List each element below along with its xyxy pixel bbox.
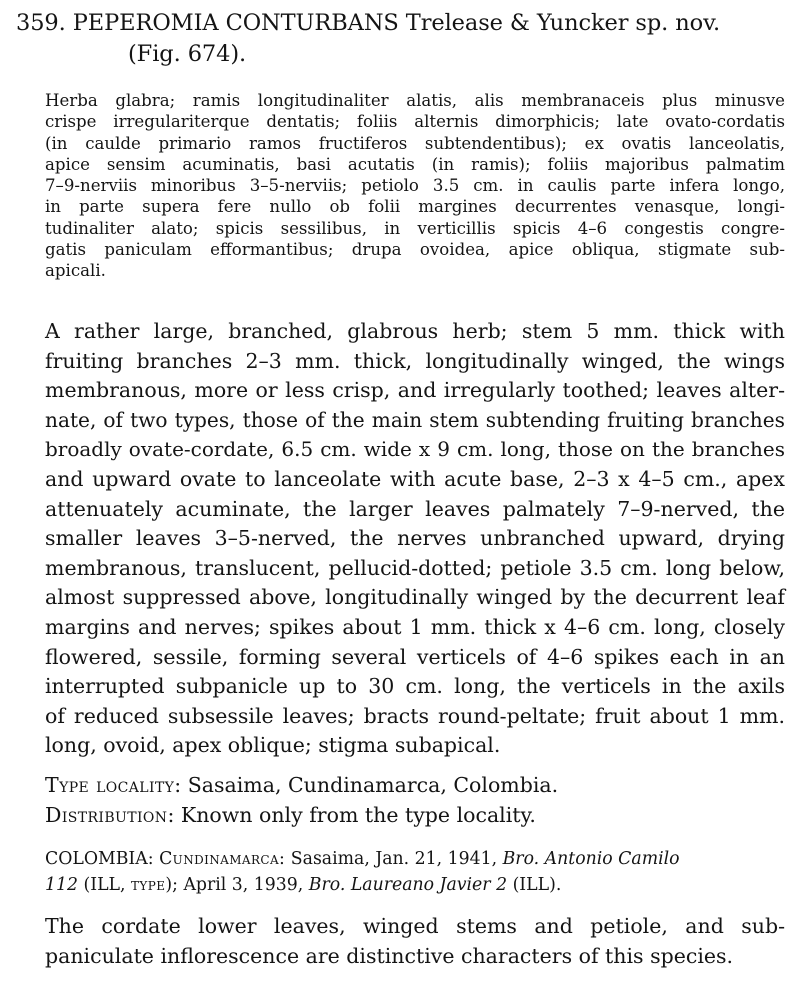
species-title xyxy=(16,8,786,70)
specimen-region: Cundinamarca: xyxy=(159,849,286,869)
specimen-country: COLOMBIA: xyxy=(45,849,154,869)
remark-line: The cordate lower leaves, winged stems and petiole, and sub- xyxy=(45,914,785,938)
locality-block xyxy=(45,770,785,830)
distribution-label: Distribution xyxy=(45,803,168,827)
description-line: membranous, more or less crisp, and irregularly toothed; leaves alter- xyxy=(45,378,785,403)
title-line-1: 359. PEPEROMIA CONTURBANS Trelease & Yuncker sp. nov. xyxy=(16,10,721,36)
latin-line: 7–9-nerviis minoribus 3–5-nerviis; petiolo 3.5 cm. in caulis parte infera longo, xyxy=(45,176,785,196)
latin-line: (in caulde primario ramos fructiferos subtendentibus); ex ovatis lanceolatis, xyxy=(45,133,785,153)
type-locality-label: Type locality xyxy=(45,773,175,797)
latin-line: tudinaliter alato; spicis sessilibus, in verticillis spicis 4–6 congestis congre- xyxy=(45,218,785,238)
description-line: flowered, sessile, forming several verticels of 4–6 spikes each in an xyxy=(45,644,785,669)
specimen-collector-2: Bro. Laureano Javier xyxy=(308,875,491,895)
latin-line: in parte supera fere nullo ob folii margines decurrentes venasque, longi- xyxy=(45,197,785,217)
description-line: broadly ovate-cordate, 6.5 cm. wide x 9 cm. long, those on the branches xyxy=(45,437,785,462)
latin-line: crispe irregulariterque dentatis; foliis alternis dimorphicis; late ovato-cordatis xyxy=(45,112,785,132)
description-line: and upward ovate to lanceolate with acute base, 2–3 x 4–5 cm., apex xyxy=(45,466,785,491)
specimen-herbarium-2: (ILL). xyxy=(512,875,562,895)
description-line: almost suppressed above, longitudinally winged by the decurrent leaf xyxy=(45,585,785,610)
description-line: fruiting branches 2–3 mm. thick, longitudinally winged, the wings xyxy=(45,348,785,373)
specimen-number-1: 112 xyxy=(45,875,78,895)
distribution: Distribution: Known only from the type locality. xyxy=(45,803,536,827)
latin-description xyxy=(45,90,785,282)
remark-line: paniculate inflorescence are distinctive characters of this species. xyxy=(45,943,734,968)
english-description xyxy=(45,317,785,761)
title-figure-reference: (Fig. 674). xyxy=(128,41,247,67)
latin-line: Herba glabra; ramis longitudinaliter alatis, alis membranaceis plus minusve xyxy=(45,91,785,110)
description-line: attenuately acuminate, the larger leaves palmately 7–9-nerved, the xyxy=(45,496,785,521)
diagnostic-remark xyxy=(45,912,785,971)
description-line: of reduced subsessile leaves; bracts round-peltate; fruit about 1 mm. xyxy=(45,703,785,728)
latin-line: apice sensim acuminatis, basi acutatis (in ramis); foliis majoribus palmatim xyxy=(45,154,785,174)
latin-line: apicali. xyxy=(45,261,106,281)
description-line: A rather large, branched, glabrous herb; stem 5 mm. thick with xyxy=(45,319,785,343)
specimen-herbarium-1: (ILL, xyxy=(83,875,126,895)
specimen-number-2: 2 xyxy=(496,875,508,895)
distribution-value: Known only from the type locality. xyxy=(180,803,536,827)
specimen-collector-1: Bro. Antonio Camilo xyxy=(502,849,680,869)
type-locality-value: Sasaima, Cundinamarca, Colombia. xyxy=(187,773,559,797)
description-line: smaller leaves 3–5-nerved, the nerves unbranched upward, drying xyxy=(45,526,785,551)
description-line: long, ovoid, apex oblique; stigma subapical. xyxy=(45,733,501,758)
description-line: interrupted subpanicle up to 30 cm. long, the verticels in the axils xyxy=(45,674,785,699)
description-line: margins and nerves; spikes about 1 mm. thick x 4–6 cm. long, closely xyxy=(45,614,785,639)
specimens-examined xyxy=(45,846,785,898)
description-line: membranous, translucent, pellucid-dotted; petiole 3.5 cm. long below, xyxy=(45,555,785,580)
specimen-herbarium-1-close: ); April 3, 1939, xyxy=(165,875,304,895)
latin-line: gatis paniculam efformantibus; drupa ovoidea, apice obliqua, stigmate sub- xyxy=(45,240,785,260)
type-locality: Type locality: Sasaima, Cundinamarca, Colombia. xyxy=(45,773,559,797)
specimen-type-label: type xyxy=(131,875,166,895)
description-line: nate, of two types, those of the main stem subtending fruiting branches xyxy=(45,407,785,432)
specimen-locality-date: Sasaima, Jan. 21, 1941, xyxy=(290,849,498,869)
